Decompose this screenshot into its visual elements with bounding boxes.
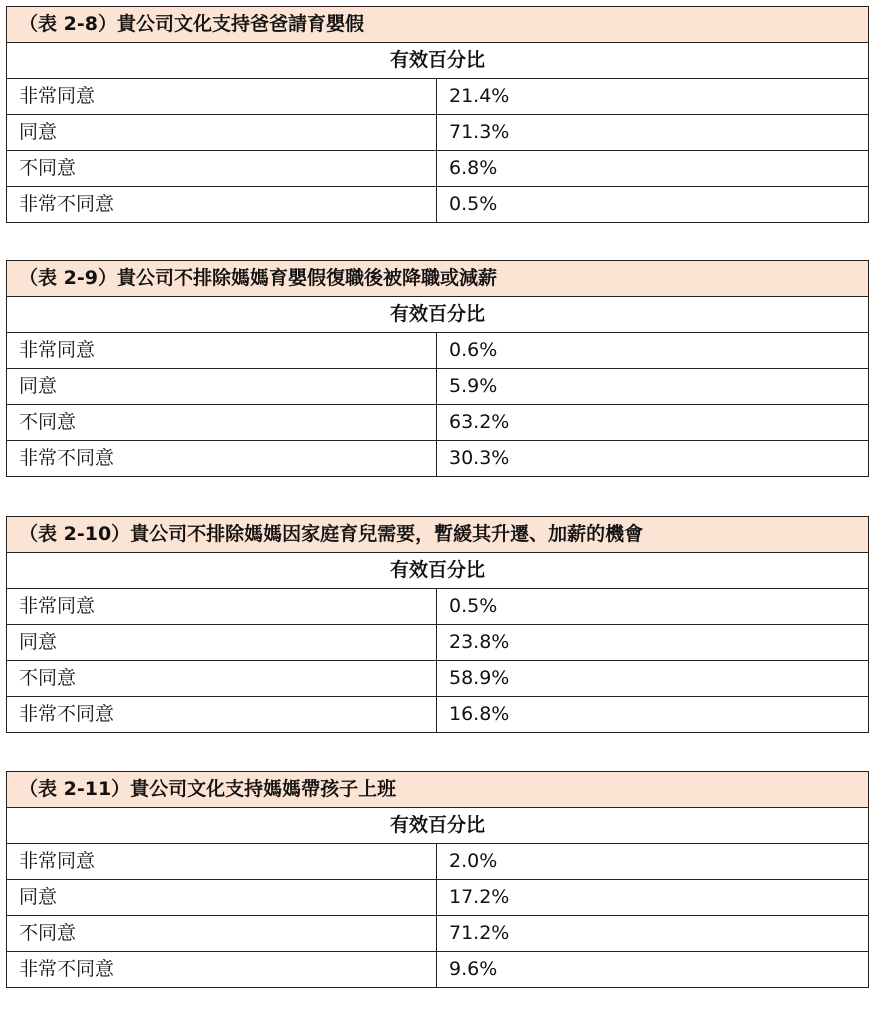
column-header: 有效百分比: [7, 43, 869, 79]
table-title-row: [7, 517, 869, 553]
table-row: [7, 441, 869, 477]
row-label: 非常不同意: [7, 187, 437, 223]
table-2-8: [6, 6, 869, 223]
row-value: 0.5%: [437, 187, 869, 223]
table-row: [7, 916, 869, 952]
row-label: 非常同意: [7, 333, 437, 369]
table-row: [7, 697, 869, 733]
row-value: 0.5%: [437, 589, 869, 625]
spacer: [6, 223, 870, 260]
table-header-row: [7, 297, 869, 333]
table-title-row: [7, 7, 869, 43]
table-title: （表 2-8）貴公司文化支持爸爸請育嬰假: [7, 7, 869, 43]
table-row: [7, 589, 869, 625]
row-value: 58.9%: [437, 661, 869, 697]
table-2-10: [6, 516, 869, 733]
table-header-row: [7, 808, 869, 844]
table-row: [7, 405, 869, 441]
row-value: 30.3%: [437, 441, 869, 477]
column-header: 有效百分比: [7, 553, 869, 589]
row-value: 21.4%: [437, 79, 869, 115]
table-row: [7, 333, 869, 369]
table-2-9: [6, 260, 869, 477]
row-value: 16.8%: [437, 697, 869, 733]
row-label: 非常不同意: [7, 952, 437, 988]
row-value: 9.6%: [437, 952, 869, 988]
row-label: 不同意: [7, 916, 437, 952]
table-row: [7, 625, 869, 661]
table-title: （表 2-9）貴公司不排除媽媽育嬰假復職後被降職或減薪: [7, 261, 869, 297]
row-label: 同意: [7, 115, 437, 151]
row-label: 同意: [7, 880, 437, 916]
table-row: [7, 844, 869, 880]
spacer: [6, 733, 870, 771]
row-value: 63.2%: [437, 405, 869, 441]
table-row: [7, 187, 869, 223]
table-row: [7, 952, 869, 988]
table-row: [7, 79, 869, 115]
table-row: [7, 151, 869, 187]
table-row: [7, 661, 869, 697]
row-label: 非常同意: [7, 589, 437, 625]
table-header-row: [7, 43, 869, 79]
row-value: 71.2%: [437, 916, 869, 952]
row-label: 不同意: [7, 661, 437, 697]
row-value: 23.8%: [437, 625, 869, 661]
table-row: [7, 880, 869, 916]
table-title-row: [7, 261, 869, 297]
row-label: 非常同意: [7, 79, 437, 115]
row-label: 非常不同意: [7, 697, 437, 733]
row-value: 0.6%: [437, 333, 869, 369]
row-value: 5.9%: [437, 369, 869, 405]
table-title-row: [7, 772, 869, 808]
row-label: 不同意: [7, 405, 437, 441]
table-2-11: [6, 771, 869, 988]
row-label: 非常同意: [7, 844, 437, 880]
row-value: 71.3%: [437, 115, 869, 151]
row-label: 同意: [7, 369, 437, 405]
table-row: [7, 369, 869, 405]
column-header: 有效百分比: [7, 297, 869, 333]
row-label: 非常不同意: [7, 441, 437, 477]
row-value: 2.0%: [437, 844, 869, 880]
table-title: （表 2-10）貴公司不排除媽媽因家庭育兒需要，暫緩其升遷、加薪的機會: [7, 517, 869, 553]
row-label: 不同意: [7, 151, 437, 187]
spacer: [6, 477, 870, 516]
row-value: 17.2%: [437, 880, 869, 916]
table-row: [7, 115, 869, 151]
table-header-row: [7, 553, 869, 589]
survey-tables: [6, 6, 870, 988]
row-value: 6.8%: [437, 151, 869, 187]
row-label: 同意: [7, 625, 437, 661]
column-header: 有效百分比: [7, 808, 869, 844]
table-title: （表 2-11）貴公司文化支持媽媽帶孩子上班: [7, 772, 869, 808]
